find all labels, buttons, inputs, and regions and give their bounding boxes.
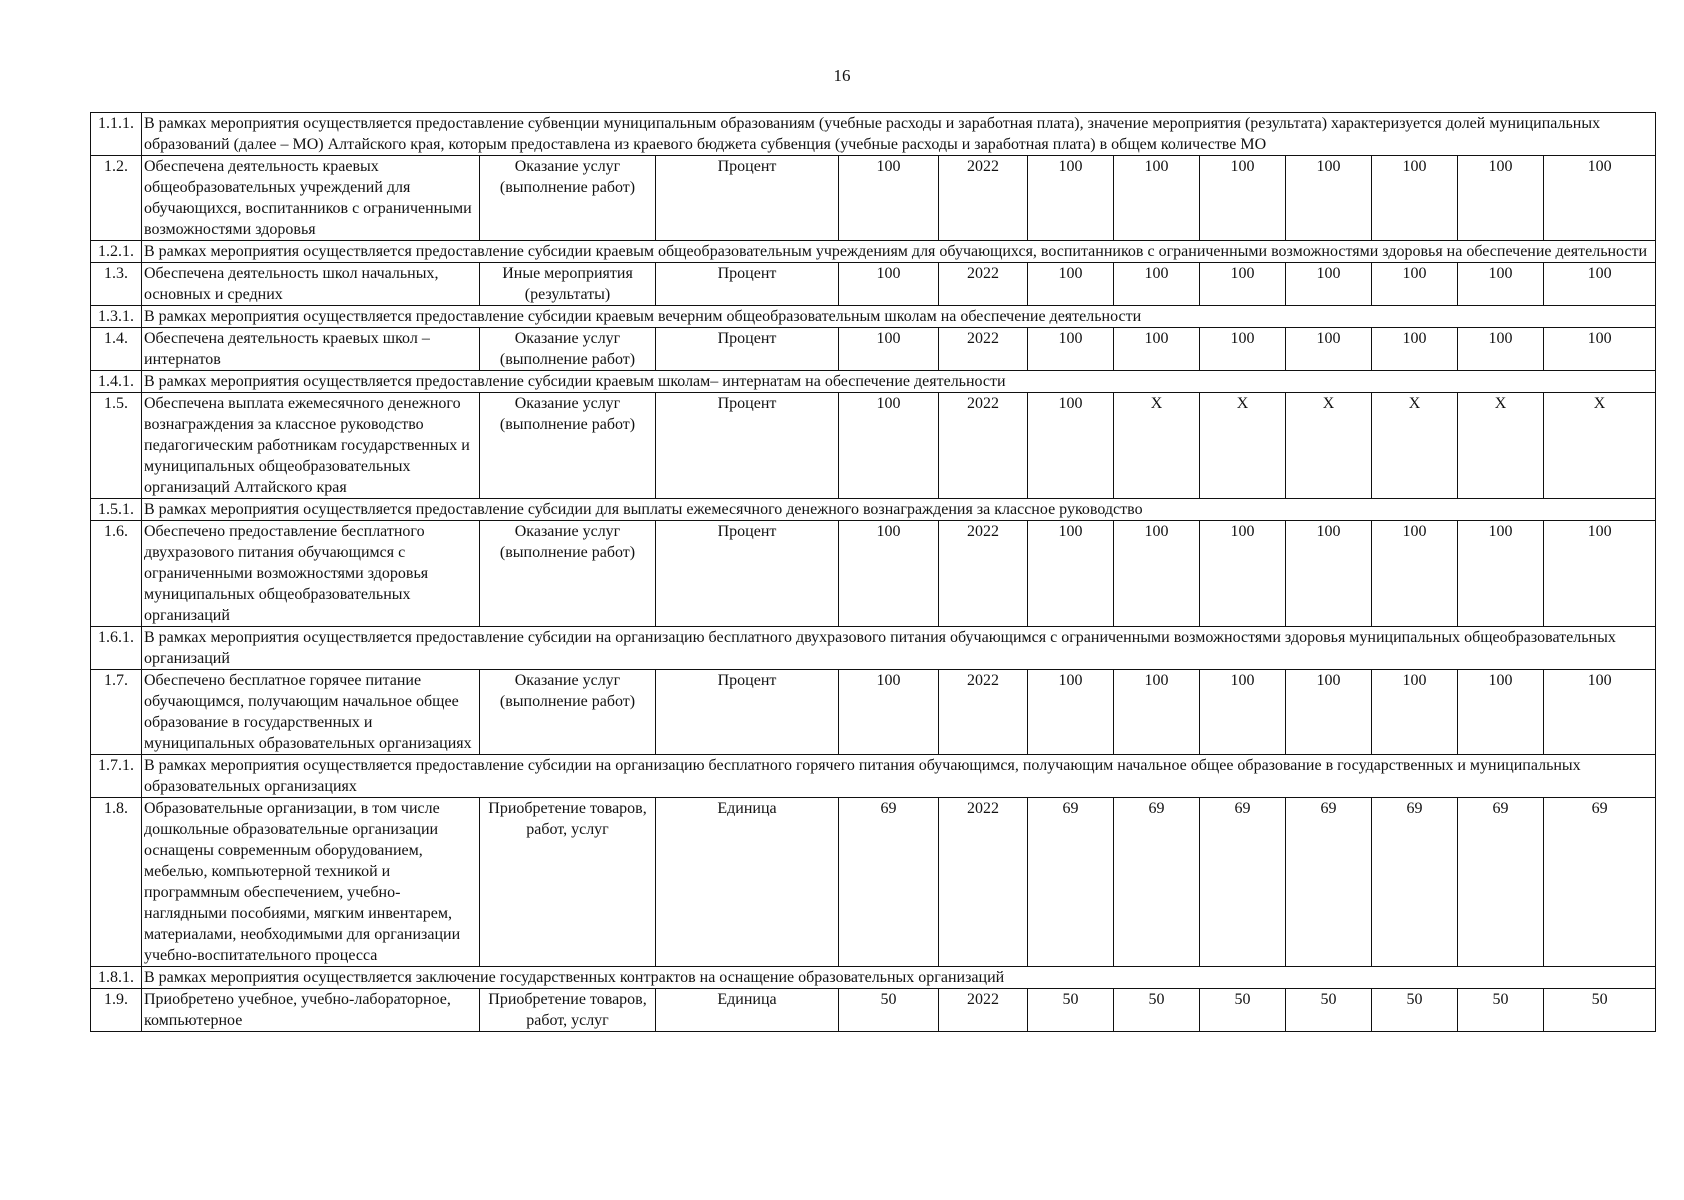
row-number: 1.1.1.	[91, 113, 142, 156]
year-value: 100	[1544, 263, 1656, 306]
indicator-type: Оказание услуг (выполнение работ)	[480, 328, 656, 371]
year-value: 50	[1286, 989, 1372, 1032]
year-value: 100	[1028, 263, 1114, 306]
base-year: 2022	[939, 798, 1028, 967]
year-value: 100	[1458, 328, 1544, 371]
indicator-row	[91, 328, 1656, 371]
row-number: 1.2.	[91, 156, 142, 241]
year-value: 100	[1458, 263, 1544, 306]
indicator-row	[91, 393, 1656, 499]
row-number: 1.5.	[91, 393, 142, 499]
row-description: В рамках мероприятия осуществляется заключение государственных контрактов на оснащение образовательных организаций	[142, 967, 1656, 989]
indicator-row	[91, 670, 1656, 755]
base-value: 100	[839, 521, 939, 627]
indicator-name: Обеспечено предоставление бесплатного двухразового питания обучающимся с ограниченными возможностями здоровья муниципальных общеобразовательных организаций	[142, 521, 480, 627]
year-value: 100	[1028, 393, 1114, 499]
year-value: X	[1544, 393, 1656, 499]
year-value: 100	[1458, 521, 1544, 627]
base-year: 2022	[939, 989, 1028, 1032]
indicator-name: Обеспечена деятельность школ начальных, основных и средних	[142, 263, 480, 306]
indicator-type: Оказание услуг (выполнение работ)	[480, 521, 656, 627]
year-value: 100	[1372, 156, 1458, 241]
indicator-name: Обеспечено бесплатное горячее питание обучающимся, получающим начальное общее образование в государственных и муниципальных образовательных организациях	[142, 670, 480, 755]
row-description: В рамках мероприятия осуществляется предоставление субсидии краевым школам– интернатам на обеспечение деятельности	[142, 371, 1656, 393]
year-value: 100	[1544, 670, 1656, 755]
indicator-unit: Процент	[656, 521, 839, 627]
table-body	[91, 113, 1656, 1032]
year-value: 100	[1114, 670, 1200, 755]
indicator-name: Обеспечена выплата ежемесячного денежного вознаграждения за классное руководство педагогическим работникам государственных и муниципальных общеобразовательных организаций Алтайского края	[142, 393, 480, 499]
row-number: 1.6.	[91, 521, 142, 627]
indicator-type: Оказание услуг (выполнение работ)	[480, 393, 656, 499]
base-value: 100	[839, 393, 939, 499]
row-number: 1.2.1.	[91, 241, 142, 263]
indicator-name: Обеспечена деятельность краевых школ – интернатов	[142, 328, 480, 371]
indicator-unit: Процент	[656, 263, 839, 306]
year-value: 50	[1458, 989, 1544, 1032]
base-value: 50	[839, 989, 939, 1032]
indicator-name: Приобретено учебное, учебно-лабораторное, компьютерное	[142, 989, 480, 1032]
year-value: 69	[1372, 798, 1458, 967]
row-number: 1.8.1.	[91, 967, 142, 989]
indicator-row	[91, 798, 1656, 967]
year-value: X	[1372, 393, 1458, 499]
year-value: 50	[1028, 989, 1114, 1032]
note-row	[91, 241, 1656, 263]
base-value: 100	[839, 670, 939, 755]
year-value: X	[1458, 393, 1544, 499]
year-value: 69	[1544, 798, 1656, 967]
indicator-row	[91, 156, 1656, 241]
year-value: X	[1200, 393, 1286, 499]
year-value: 50	[1200, 989, 1286, 1032]
year-value: 100	[1200, 156, 1286, 241]
row-number: 1.9.	[91, 989, 142, 1032]
year-value: 100	[1200, 263, 1286, 306]
indicator-type: Иные мероприятия (результаты)	[480, 263, 656, 306]
year-value: 100	[1372, 670, 1458, 755]
indicator-unit: Процент	[656, 670, 839, 755]
row-description: В рамках мероприятия осуществляется предоставление субсидии на организацию бесплатного горячего питания обучающимся, получающим начальное общее образование в государственных и муниципальных образовательных организациях	[142, 755, 1656, 798]
base-value: 69	[839, 798, 939, 967]
year-value: 69	[1114, 798, 1200, 967]
page-number: 16	[833, 66, 851, 85]
indicator-type: Оказание услуг (выполнение работ)	[480, 670, 656, 755]
row-description: В рамках мероприятия осуществляется предоставление субвенции муниципальным образованиям (учебные расходы и заработная плата), значение мероприятия (результата) характеризуется долей муниципальных образований (далее – МО) Алтайского края, которым предоставлена из краевого бюджета субвенция (учебные расходы и заработная плата) в общем количестве МО	[142, 113, 1656, 156]
note-row	[91, 113, 1656, 156]
note-row	[91, 627, 1656, 670]
row-number: 1.4.	[91, 328, 142, 371]
indicator-row	[91, 521, 1656, 627]
row-number: 1.7.1.	[91, 755, 142, 798]
row-description: В рамках мероприятия осуществляется предоставление субсидии на организацию бесплатного двухразового питания обучающимся с ограниченными возможностями здоровья муниципальных общеобразовательных организаций	[142, 627, 1656, 670]
year-value: 100	[1372, 328, 1458, 371]
year-value: 100	[1286, 670, 1372, 755]
indicator-unit: Процент	[656, 328, 839, 371]
year-value: 100	[1028, 328, 1114, 371]
year-value: 100	[1200, 328, 1286, 371]
year-value: 100	[1114, 521, 1200, 627]
base-year: 2022	[939, 521, 1028, 627]
indicator-type: Приобретение товаров, работ, услуг	[480, 798, 656, 967]
note-row	[91, 306, 1656, 328]
indicator-row	[91, 989, 1656, 1032]
year-value: 100	[1286, 156, 1372, 241]
indicator-unit: Процент	[656, 393, 839, 499]
year-value: 100	[1544, 156, 1656, 241]
year-value: 100	[1114, 263, 1200, 306]
row-number: 1.5.1.	[91, 499, 142, 521]
row-number: 1.7.	[91, 670, 142, 755]
year-value: 69	[1028, 798, 1114, 967]
year-value: 69	[1200, 798, 1286, 967]
row-number: 1.3.1.	[91, 306, 142, 328]
indicators-table	[90, 112, 1656, 1032]
year-value: 100	[1286, 263, 1372, 306]
row-number: 1.6.1.	[91, 627, 142, 670]
indicator-type: Оказание услуг (выполнение работ)	[480, 156, 656, 241]
note-row	[91, 755, 1656, 798]
base-value: 100	[839, 328, 939, 371]
year-value: 100	[1286, 328, 1372, 371]
year-value: 100	[1458, 156, 1544, 241]
base-year: 2022	[939, 670, 1028, 755]
base-year: 2022	[939, 156, 1028, 241]
base-year: 2022	[939, 263, 1028, 306]
base-value: 100	[839, 156, 939, 241]
year-value: 100	[1544, 328, 1656, 371]
year-value: 100	[1372, 263, 1458, 306]
row-description: В рамках мероприятия осуществляется предоставление субсидии для выплаты ежемесячного денежного вознаграждения за классное руководство	[142, 499, 1656, 521]
note-row	[91, 967, 1656, 989]
row-description: В рамках мероприятия осуществляется предоставление субсидии краевым вечерним общеобразовательным школам на обеспечение деятельности	[142, 306, 1656, 328]
row-number: 1.3.	[91, 263, 142, 306]
year-value: X	[1286, 393, 1372, 499]
row-number: 1.4.1.	[91, 371, 142, 393]
year-value: 100	[1372, 521, 1458, 627]
year-value: 100	[1028, 670, 1114, 755]
indicator-name: Образовательные организации, в том числе дошкольные образовательные организации оснащены современным оборудованием, мебелью, компьютерной техникой и программным обеспечением, учебно-наглядными пособиями, мягким инвентарем, материалами, необходимыми для организации учебно-воспитательного процесса	[142, 798, 480, 967]
year-value: 100	[1544, 521, 1656, 627]
base-year: 2022	[939, 328, 1028, 371]
year-value: 100	[1458, 670, 1544, 755]
year-value: 50	[1372, 989, 1458, 1032]
row-description: В рамках мероприятия осуществляется предоставление субсидии краевым общеобразовательным учреждениям для обучающихся, воспитанников с ограниченными возможностями здоровья на обеспечение деятельности	[142, 241, 1656, 263]
year-value: 100	[1200, 521, 1286, 627]
indicator-type: Приобретение товаров, работ, услуг	[480, 989, 656, 1032]
year-value: 100	[1114, 328, 1200, 371]
indicator-name: Обеспечена деятельность краевых общеобразовательных учреждений для обучающихся, воспитанников с ограниченными возможностями здоровья	[142, 156, 480, 241]
indicator-unit: Процент	[656, 156, 839, 241]
year-value: 100	[1286, 521, 1372, 627]
year-value: 100	[1114, 156, 1200, 241]
note-row	[91, 371, 1656, 393]
indicator-unit: Единица	[656, 989, 839, 1032]
note-row	[91, 499, 1656, 521]
year-value: 69	[1286, 798, 1372, 967]
year-value: 100	[1200, 670, 1286, 755]
year-value: 50	[1544, 989, 1656, 1032]
year-value: 100	[1028, 521, 1114, 627]
base-year: 2022	[939, 393, 1028, 499]
row-number: 1.8.	[91, 798, 142, 967]
year-value: 100	[1028, 156, 1114, 241]
base-value: 100	[839, 263, 939, 306]
indicator-row	[91, 263, 1656, 306]
year-value: 50	[1114, 989, 1200, 1032]
year-value: 69	[1458, 798, 1544, 967]
indicator-unit: Единица	[656, 798, 839, 967]
year-value: X	[1114, 393, 1200, 499]
